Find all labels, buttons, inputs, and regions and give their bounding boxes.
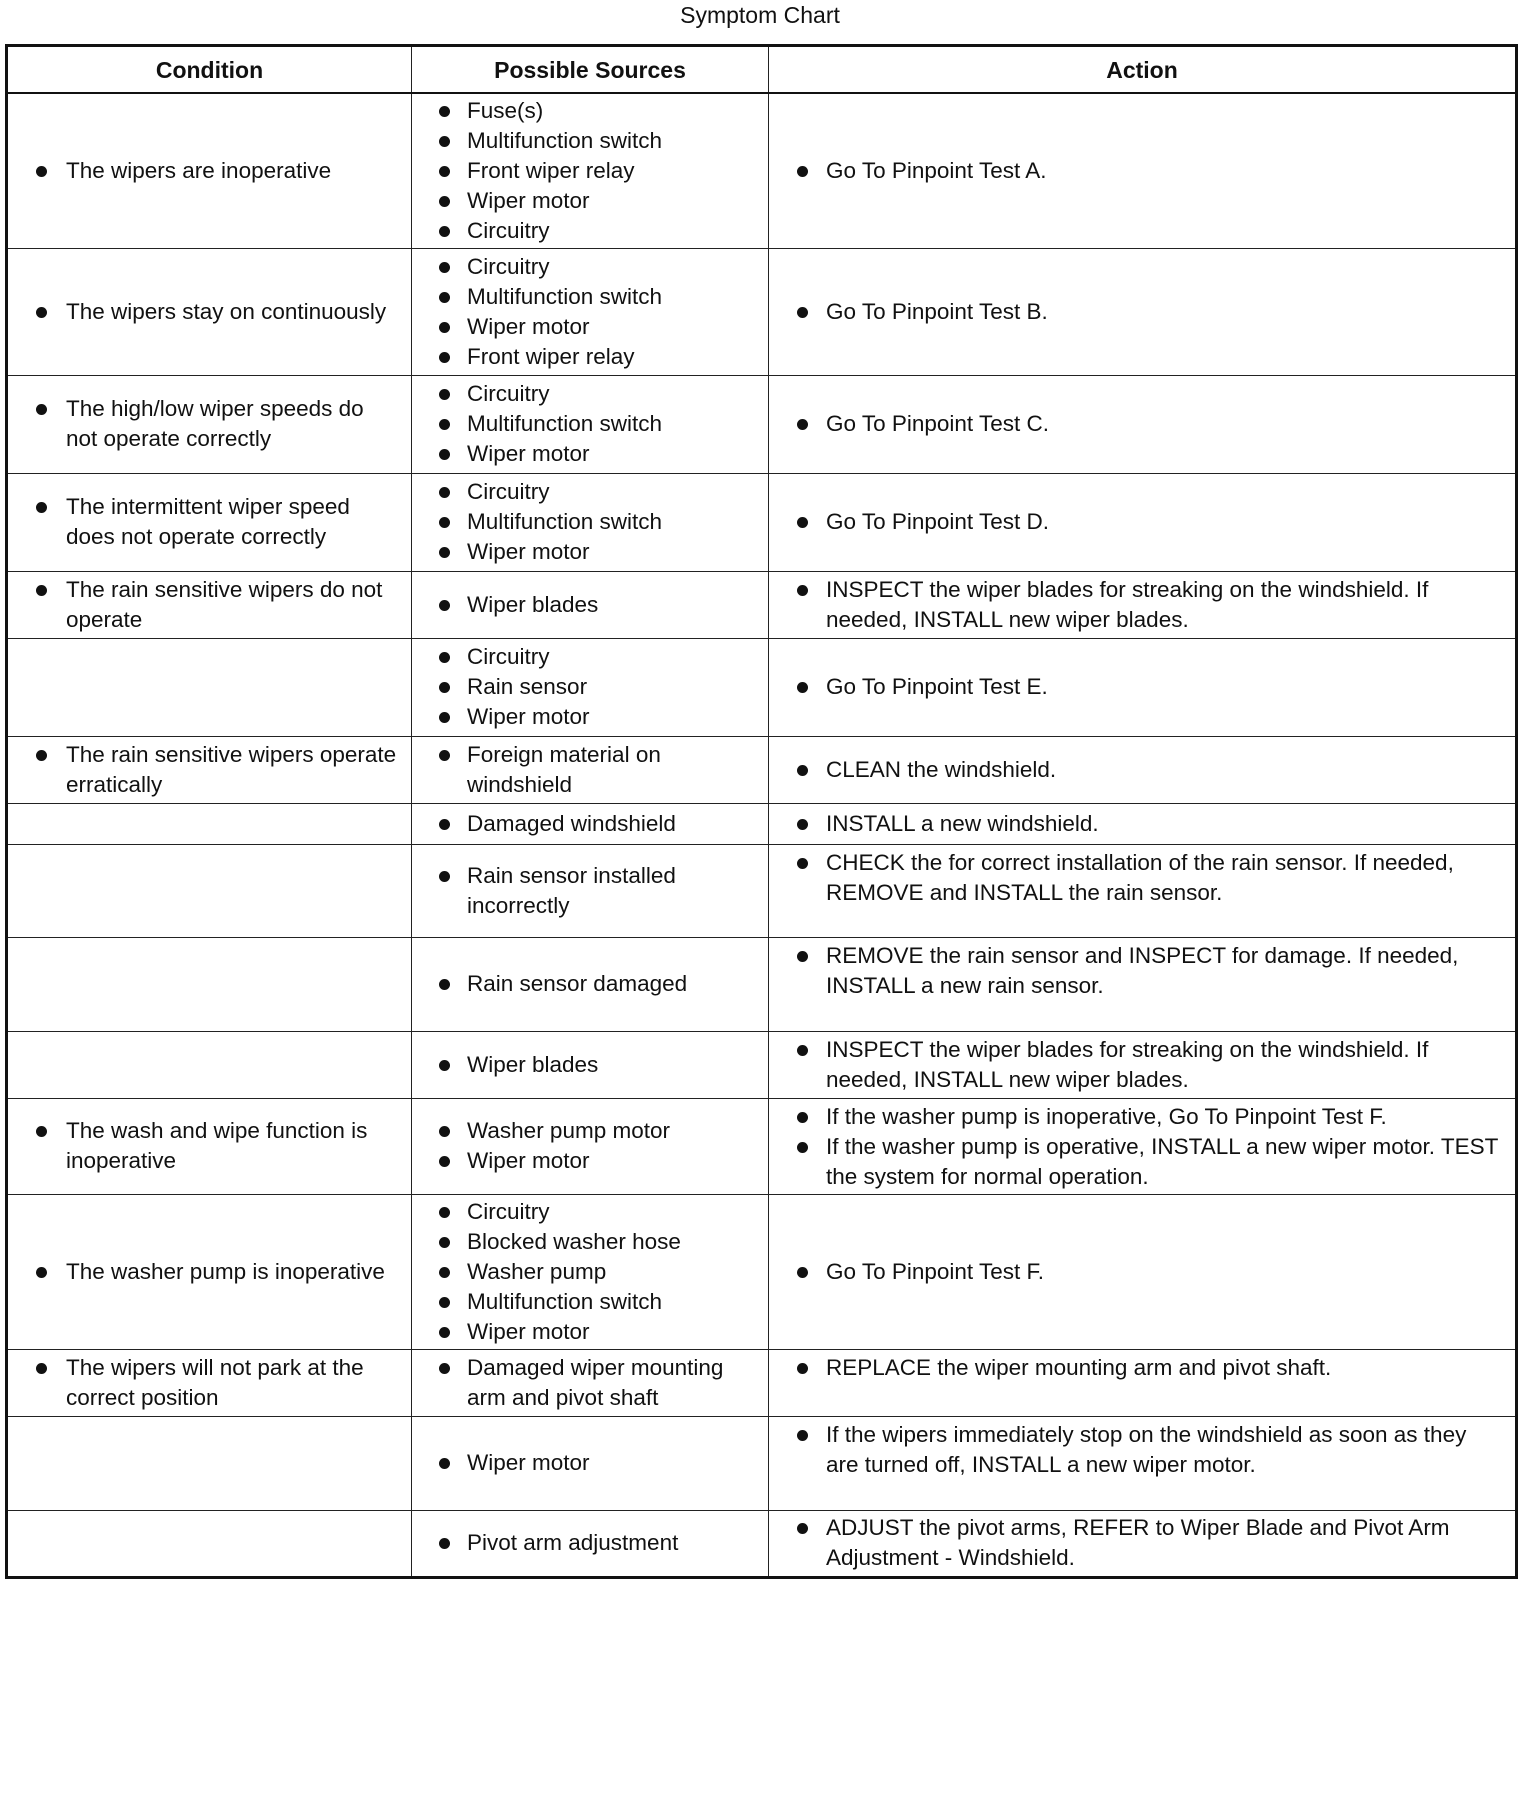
- action-cell: [769, 473, 1517, 571]
- possible-sources-cell: [412, 1194, 769, 1349]
- sources-list: [412, 861, 768, 921]
- possible-sources-cell: [412, 803, 769, 844]
- table-row: [7, 93, 1517, 248]
- actions-list: [769, 755, 1515, 785]
- action-item: Go To Pinpoint Test D.: [769, 507, 1515, 537]
- header-row: [7, 46, 1517, 94]
- action-item: REPLACE the wiper mounting arm and pivot shaft.: [769, 1353, 1515, 1383]
- sources-list: [412, 642, 768, 732]
- possible-sources-cell: [412, 1098, 769, 1194]
- possible-sources-cell: [412, 1031, 769, 1098]
- sources-list: [412, 740, 768, 800]
- sources-list: [412, 1353, 768, 1413]
- source-item: Wiper motor: [412, 1448, 768, 1478]
- possible-sources-cell: [412, 736, 769, 803]
- table-row: [7, 1031, 1517, 1098]
- action-item: Go To Pinpoint Test B.: [769, 297, 1515, 327]
- sources-list: [412, 1197, 768, 1347]
- condition-cell: [7, 571, 412, 638]
- sources-list: [412, 590, 768, 620]
- table-row: [7, 1098, 1517, 1194]
- table-row: [7, 1416, 1517, 1510]
- actions-list: [769, 1513, 1515, 1573]
- source-item: Pivot arm adjustment: [412, 1528, 768, 1558]
- action-cell: [769, 844, 1517, 937]
- action-cell: [769, 803, 1517, 844]
- source-item: Wiper motor: [412, 702, 768, 732]
- condition-list: [8, 1116, 411, 1176]
- sources-list: [412, 1116, 768, 1176]
- condition-cell: [7, 1194, 412, 1349]
- condition-text: The wash and wipe function is inoperative: [8, 1116, 411, 1176]
- sources-list: [412, 252, 768, 372]
- source-item: Circuitry: [412, 642, 768, 672]
- sources-list: [412, 809, 768, 839]
- condition-cell: [7, 473, 412, 571]
- table-row: [7, 1349, 1517, 1416]
- condition-list: [8, 1257, 411, 1287]
- condition-list: [8, 492, 411, 552]
- table-row: [7, 1510, 1517, 1577]
- source-item: Wiper motor: [412, 537, 768, 567]
- source-item: Damaged wiper mounting arm and pivot shaft: [412, 1353, 768, 1413]
- action-cell: [769, 93, 1517, 248]
- action-header: Action: [769, 46, 1517, 94]
- sources-list: [412, 379, 768, 469]
- action-item: REMOVE the rain sensor and INSPECT for damage. If needed, INSTALL a new rain sensor.: [769, 941, 1515, 1001]
- table-row: [7, 248, 1517, 375]
- source-item: Circuitry: [412, 252, 768, 282]
- actions-list: [769, 1102, 1515, 1192]
- source-item: Wiper motor: [412, 439, 768, 469]
- condition-cell: [7, 736, 412, 803]
- source-item: Washer pump motor: [412, 1116, 768, 1146]
- condition-cell: [7, 1098, 412, 1194]
- action-item: Go To Pinpoint Test A.: [769, 156, 1515, 186]
- actions-list: [769, 672, 1515, 702]
- possible-sources-cell: [412, 1510, 769, 1577]
- possible-sources-cell: [412, 1416, 769, 1510]
- actions-list: [769, 1257, 1515, 1287]
- possible-sources-cell: [412, 473, 769, 571]
- actions-list: [769, 1353, 1515, 1383]
- action-cell: [769, 638, 1517, 736]
- action-cell: [769, 736, 1517, 803]
- condition-cell: [7, 375, 412, 473]
- table-row: [7, 375, 1517, 473]
- condition-text: The wipers will not park at the correct position: [8, 1353, 411, 1413]
- table-row: [7, 638, 1517, 736]
- action-item: Go To Pinpoint Test C.: [769, 409, 1515, 439]
- actions-list: [769, 1035, 1515, 1095]
- condition-header: Condition: [7, 46, 412, 94]
- condition-list: [8, 575, 411, 635]
- sources-list: [412, 969, 768, 999]
- source-item: Wiper motor: [412, 312, 768, 342]
- condition-list: [8, 1353, 411, 1413]
- actions-list: [769, 941, 1515, 1001]
- sources-list: [412, 1448, 768, 1478]
- action-item: INSPECT the wiper blades for streaking on the windshield. If needed, INSTALL new wiper blades.: [769, 1035, 1515, 1095]
- source-item: Wiper motor: [412, 186, 768, 216]
- actions-list: [769, 409, 1515, 439]
- action-item: Go To Pinpoint Test F.: [769, 1257, 1515, 1287]
- condition-text: The wipers stay on continuously: [8, 297, 411, 327]
- source-item: Multifunction switch: [412, 126, 768, 156]
- action-item: Go To Pinpoint Test E.: [769, 672, 1515, 702]
- page-title: Symptom Chart: [680, 2, 840, 28]
- table-row: [7, 844, 1517, 937]
- source-item: Multifunction switch: [412, 1287, 768, 1317]
- condition-list: [8, 740, 411, 800]
- source-item: Rain sensor damaged: [412, 969, 768, 999]
- action-item: If the washer pump is inoperative, Go To Pinpoint Test F.: [769, 1102, 1515, 1132]
- actions-list: [769, 575, 1515, 635]
- source-item: Wiper motor: [412, 1317, 768, 1347]
- action-cell: [769, 248, 1517, 375]
- condition-text: The high/low wiper speeds do not operate correctly: [8, 394, 411, 454]
- source-item: Washer pump: [412, 1257, 768, 1287]
- action-item: If the washer pump is operative, INSTALL a new wiper motor. TEST the system for normal operation.: [769, 1132, 1515, 1192]
- source-item: Multifunction switch: [412, 282, 768, 312]
- symptom-chart-table: [5, 44, 1518, 1579]
- action-cell: [769, 937, 1517, 1031]
- condition-cell: [7, 248, 412, 375]
- condition-cell: [7, 844, 412, 937]
- table-row: [7, 736, 1517, 803]
- possible-sources-cell: [412, 93, 769, 248]
- action-cell: [769, 1098, 1517, 1194]
- source-item: Multifunction switch: [412, 409, 768, 439]
- source-item: Foreign material on windshield: [412, 740, 768, 800]
- action-item: If the wipers immediately stop on the windshield as soon as they are turned off, INSTALL a new wiper motor.: [769, 1420, 1515, 1480]
- table-row: [7, 937, 1517, 1031]
- table-row: [7, 571, 1517, 638]
- condition-cell: [7, 638, 412, 736]
- source-item: Multifunction switch: [412, 507, 768, 537]
- actions-list: [769, 297, 1515, 327]
- condition-list: [8, 297, 411, 327]
- possible-sources-cell: [412, 375, 769, 473]
- action-cell: [769, 1194, 1517, 1349]
- source-item: Wiper blades: [412, 590, 768, 620]
- actions-list: [769, 156, 1515, 186]
- source-item: Damaged windshield: [412, 809, 768, 839]
- action-item: ADJUST the pivot arms, REFER to Wiper Blade and Pivot Arm Adjustment - Windshield.: [769, 1513, 1515, 1573]
- source-item: Blocked washer hose: [412, 1227, 768, 1257]
- possible-sources-cell: [412, 571, 769, 638]
- sources-list: [412, 477, 768, 567]
- condition-cell: [7, 937, 412, 1031]
- sources-list: [412, 96, 768, 246]
- sources-list: [412, 1050, 768, 1080]
- condition-text: The washer pump is inoperative: [8, 1257, 411, 1287]
- source-item: Fuse(s): [412, 96, 768, 126]
- condition-cell: [7, 1510, 412, 1577]
- source-item: Circuitry: [412, 477, 768, 507]
- actions-list: [769, 1420, 1515, 1480]
- condition-cell: [7, 803, 412, 844]
- source-item: Front wiper relay: [412, 156, 768, 186]
- condition-text: The intermittent wiper speed does not operate correctly: [8, 492, 411, 552]
- table-body: [7, 93, 1517, 1577]
- condition-list: [8, 394, 411, 454]
- possible-sources-cell: [412, 638, 769, 736]
- table-row: [7, 1194, 1517, 1349]
- action-item: CHECK the for correct installation of the rain sensor. If needed, REMOVE and INSTALL the rain sensor.: [769, 848, 1515, 908]
- possible-sources-cell: [412, 1349, 769, 1416]
- action-item: INSTALL a new windshield.: [769, 809, 1515, 839]
- source-item: Rain sensor: [412, 672, 768, 702]
- action-cell: [769, 1510, 1517, 1577]
- action-cell: [769, 375, 1517, 473]
- condition-cell: [7, 1416, 412, 1510]
- source-item: Front wiper relay: [412, 342, 768, 372]
- condition-text: The rain sensitive wipers operate erratically: [8, 740, 411, 800]
- actions-list: [769, 507, 1515, 537]
- possible-sources-cell: [412, 844, 769, 937]
- condition-cell: [7, 1349, 412, 1416]
- source-item: Circuitry: [412, 1197, 768, 1227]
- source-item: Rain sensor installed incorrectly: [412, 861, 768, 921]
- action-cell: [769, 1349, 1517, 1416]
- table-row: [7, 803, 1517, 844]
- condition-text: The wipers are inoperative: [8, 156, 411, 186]
- actions-list: [769, 848, 1515, 908]
- sources-list: [412, 1528, 768, 1558]
- possible-sources-cell: [412, 937, 769, 1031]
- condition-list: [8, 156, 411, 186]
- action-cell: [769, 1416, 1517, 1510]
- source-item: Wiper blades: [412, 1050, 768, 1080]
- possible-sources-cell: [412, 248, 769, 375]
- action-cell: [769, 1031, 1517, 1098]
- table-row: [7, 473, 1517, 571]
- source-item: Circuitry: [412, 379, 768, 409]
- source-item: Circuitry: [412, 216, 768, 246]
- actions-list: [769, 809, 1515, 839]
- condition-cell: [7, 1031, 412, 1098]
- possible-sources-header: Possible Sources: [412, 46, 769, 94]
- action-item: INSPECT the wiper blades for streaking on the windshield. If needed, INSTALL new wiper blades.: [769, 575, 1515, 635]
- source-item: Wiper motor: [412, 1146, 768, 1176]
- condition-cell: [7, 93, 412, 248]
- condition-text: The rain sensitive wipers do not operate: [8, 575, 411, 635]
- action-cell: [769, 571, 1517, 638]
- action-item: CLEAN the windshield.: [769, 755, 1515, 785]
